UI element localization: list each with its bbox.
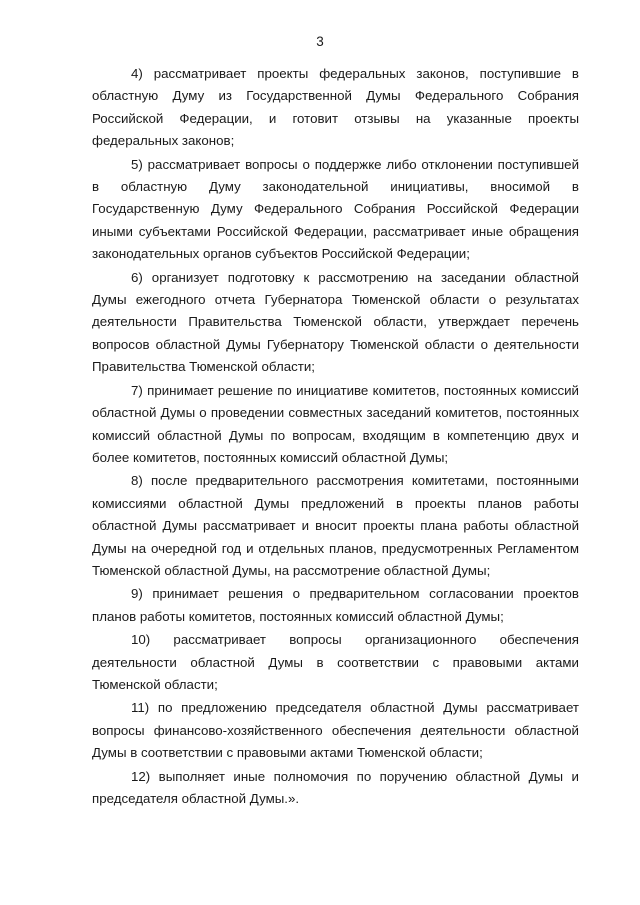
paragraph-item-10: 10) рассматривает вопросы организационного обеспечения деятельности областной Думы в соответствии с правовыми актами Тюменской области; <box>92 632 579 692</box>
paragraph-item-5: 5) рассматривает вопросы о поддержке либо отклонении поступившей в областную Думу законодательной инициативы, вносимой в Государственную Думу Федерального Собрания Российской Федерации иными субъектами Российской Федерации, рассматривает иные обращения законодательных органов субъектов Российской Федерации; <box>92 156 579 262</box>
paragraph-item-6: 6) организует подготовку к рассмотрению на заседании областной Думы ежегодного отчета Губернатора Тюменской области о результатах деятельности Правительства Тюменской области, утверждает перечень вопросов областной Думы Губернатору Тюменской области о деятельности Правительства Тюменской области; <box>92 269 579 375</box>
paragraph-item-11: 11) по предложению председателя областной Думы рассматривает вопросы финансово-хозяйственного обеспечения деятельности областной Думы в соответствии с правовыми актами Тюменской области; <box>92 700 579 761</box>
paragraph-item-9: 9) принимает решения о предварительном согласовании проектов планов работы комитетов, постоянных комиссий областной Думы; <box>92 586 579 624</box>
paragraph-item-8: 8) после предварительного рассмотрения комитетами, постоянными комиссиями областной Думы предложений в проекты планов работы областной Думы рассматривает и вносит проекты плана работы областной Думы на очередной год и отдельных планов, предусмотренных Регламентом Тюменской областной Думы, на рассмотрение областной Думы; <box>92 473 579 578</box>
document-body <box>92 63 579 811</box>
paragraph-item-12: 12) выполняет иные полномочия по поручению областной Думы и председателя областной Думы.». <box>92 768 579 806</box>
paragraph-item-4: 4) рассматривает проекты федеральных законов, поступившие в областную Думу из Государственной Думы Федерального Собрания Российской Федерации, и готовит отзывы на указанные проекты федеральных законов; <box>92 66 579 149</box>
paragraph-item-7: 7) принимает решение по инициативе комитетов, постоянных комиссий областной Думы о проведении совместных заседаний комитетов, постоянных комиссий областной Думы по вопросам, входящим в компетенцию двух и более комитетов, постоянных комиссий областной Думы; <box>92 382 579 465</box>
page-number: 3 <box>316 34 324 49</box>
